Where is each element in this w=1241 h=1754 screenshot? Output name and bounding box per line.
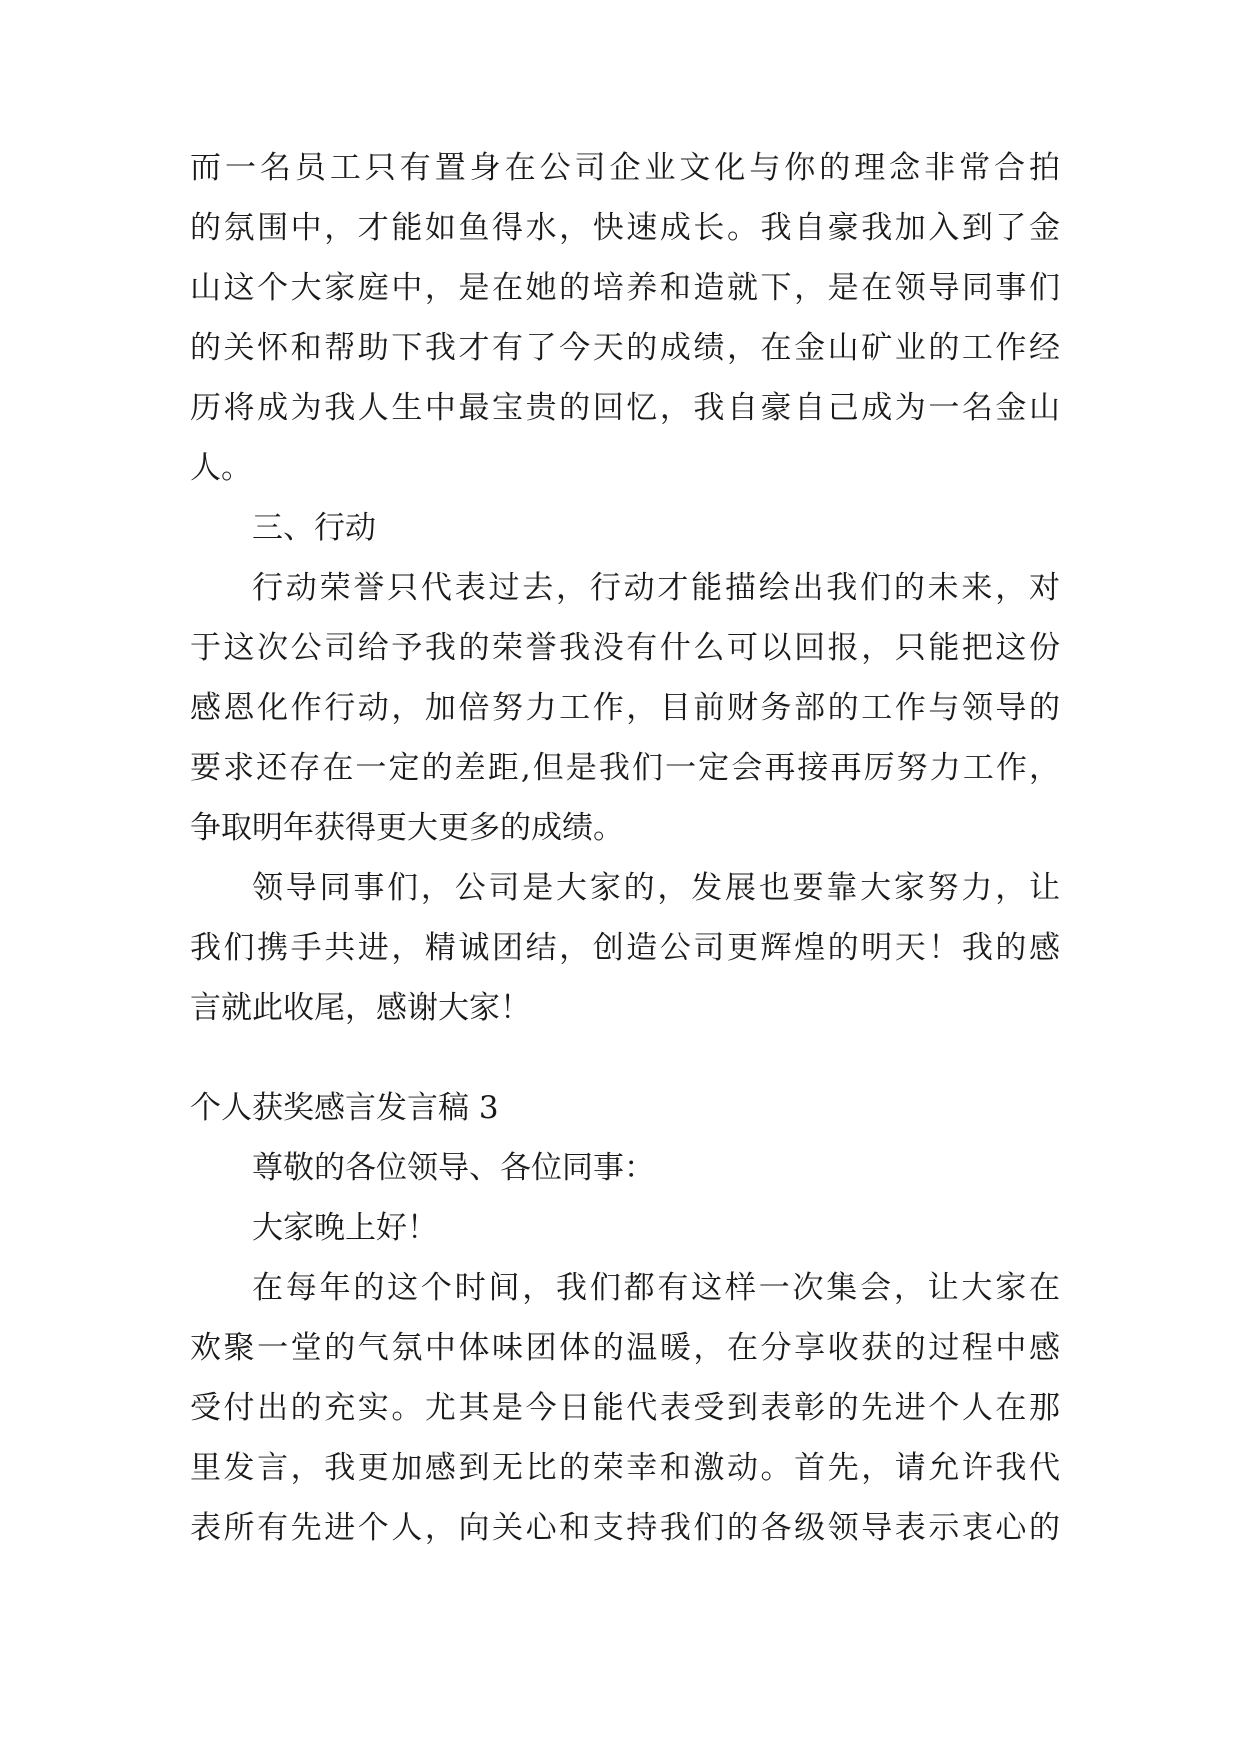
paragraph-line: 历将成为我人生中最宝贵的回忆，我自豪自己成为一名金山 xyxy=(190,390,1060,426)
paragraph-line: 里发言，我更加感到无比的荣幸和激动。首先，请允许我代 xyxy=(190,1450,1060,1486)
paragraph-line: 而一名员工只有置身在公司企业文化与你的理念非常合拍 xyxy=(190,150,1060,186)
paragraph-line: 欢聚一堂的气氛中体味团体的温暖，在分享收获的过程中感 xyxy=(190,1330,1060,1366)
document-title: 个人获奖感言发言稿 3 xyxy=(190,1090,499,1126)
paragraph-line: 感恩化作行动，加倍努力工作，目前财务部的工作与领导的 xyxy=(190,690,1060,726)
paragraph-line: 于这次公司给予我的荣誉我没有什么可以回报，只能把这份 xyxy=(190,630,1060,666)
paragraph-line: 在每年的这个时间，我们都有这样一次集会，让大家在 xyxy=(252,1270,1060,1306)
paragraph-line: 的关怀和帮助下我才有了今天的成绩，在金山矿业的工作经 xyxy=(190,330,1060,366)
paragraph-line: 行动荣誉只代表过去，行动才能描绘出我们的未来，对 xyxy=(252,570,1060,606)
paragraph-line: 我们携手共进，精诚团结，创造公司更辉煌的明天！我的感 xyxy=(190,930,1060,966)
greeting: 大家晚上好！ xyxy=(252,1210,438,1246)
paragraph-line: 要求还存在一定的差距,但是我们一定会再接再厉努力工作， xyxy=(190,750,1060,786)
paragraph-line: 山这个大家庭中，是在她的培养和造就下，是在领导同事们 xyxy=(190,270,1060,306)
section-heading: 三、行动 xyxy=(252,510,376,546)
salutation: 尊敬的各位领导、各位同事： xyxy=(252,1150,655,1186)
paragraph-line: 争取明年获得更大更多的成绩。 xyxy=(190,810,624,846)
paragraph-line: 人。 xyxy=(190,450,252,486)
paragraph-line: 受付出的充实。尤其是今日能代表受到表彰的先进个人在那 xyxy=(190,1390,1060,1426)
paragraph-line: 的氛围中，才能如鱼得水，快速成长。我自豪我加入到了金 xyxy=(190,210,1060,246)
paragraph-line: 言就此收尾，感谢大家！ xyxy=(190,990,531,1026)
paragraph-line: 表所有先进个人，向关心和支持我们的各级领导表示衷心的 xyxy=(190,1510,1060,1546)
paragraph-line: 领导同事们，公司是大家的，发展也要靠大家努力，让 xyxy=(252,870,1060,906)
